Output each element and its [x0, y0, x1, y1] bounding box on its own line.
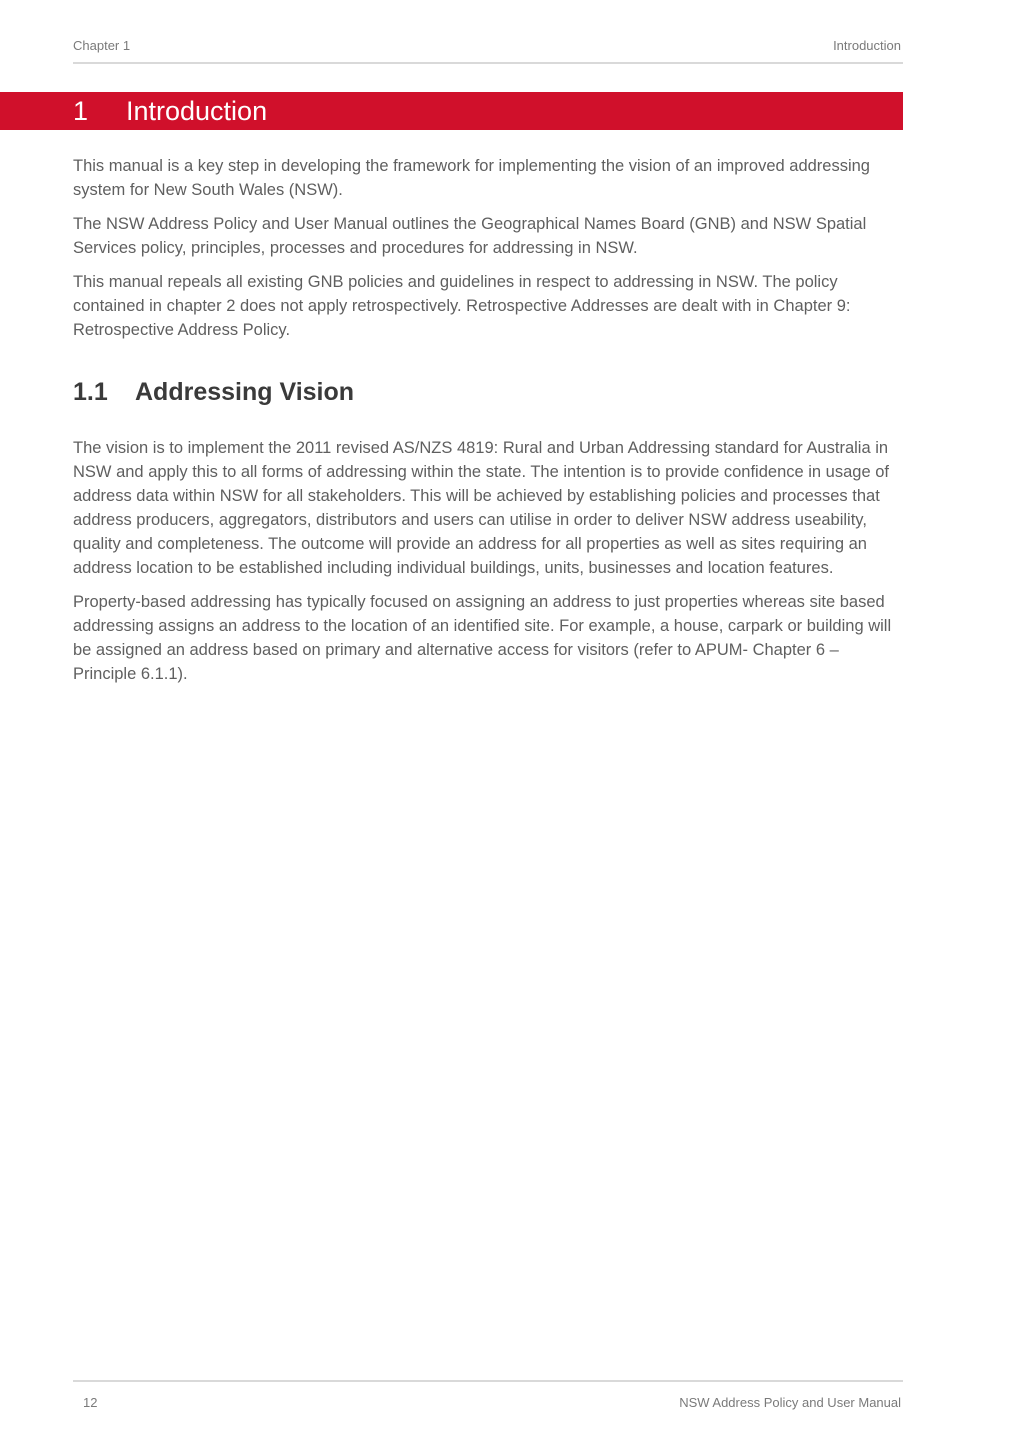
page-number: 12	[83, 1395, 98, 1410]
section-title: Addressing Vision	[135, 378, 355, 406]
running-header	[73, 38, 903, 64]
running-footer	[73, 1380, 903, 1412]
section-number: 1.1	[73, 378, 108, 406]
intro-paragraph: This manual repeals all existing GNB policies and guidelines in respect to addressing in NSW. The policy contained in chapter 2 does not apply retrospectively. Retrospective Addresses are dealt with in Chapter 9: Retrospective Address Policy.	[73, 273, 851, 339]
chapter-title: Introduction	[126, 96, 268, 126]
section-paragraph: The vision is to implement the 2011 revised AS/NZS 4819: Rural and Urban Addressing standard for Australia in NSW and apply this to all forms of addressing within the state. The intention is to provide confidence in usage of address data within NSW for all stakeholders. This will be achieved by establishing policies and processes that address producers, aggregators, distributors and users can utilise in order to deliver NSW address useability, quality and completeness. The outcome will provide an address for all properties as well as sites requiring an address location to be established including individual buildings, units, businesses and location features.	[73, 439, 889, 577]
chapter-title-bar	[0, 92, 903, 130]
header-chapter-label: Chapter 1	[73, 38, 131, 53]
section-body	[73, 436, 905, 696]
intro-paragraph: The NSW Address Policy and User Manual outlines the Geographical Names Board (GNB) and NSW Spatial Services policy, principles, processes and procedures for addressing in NSW.	[73, 215, 867, 257]
footer-document-title: NSW Address Policy and User Manual	[679, 1395, 901, 1410]
chapter-number: 1	[73, 96, 89, 126]
header-section-label: Introduction	[833, 38, 901, 53]
intro-paragraph: This manual is a key step in developing the framework for implementing the vision of an improved addressing system for New South Wales (NSW).	[73, 157, 870, 199]
section-paragraph: Property-based addressing has typically focused on assigning an address to just properties whereas site based addressing assigns an address to the location of an identified site. For example, a house, carpark or building will be assigned an address based on primary and alternative access for visitors (refer to APUM- Chapter 6 – Principle 6.1.1).	[73, 593, 892, 683]
intro-body	[73, 154, 905, 352]
